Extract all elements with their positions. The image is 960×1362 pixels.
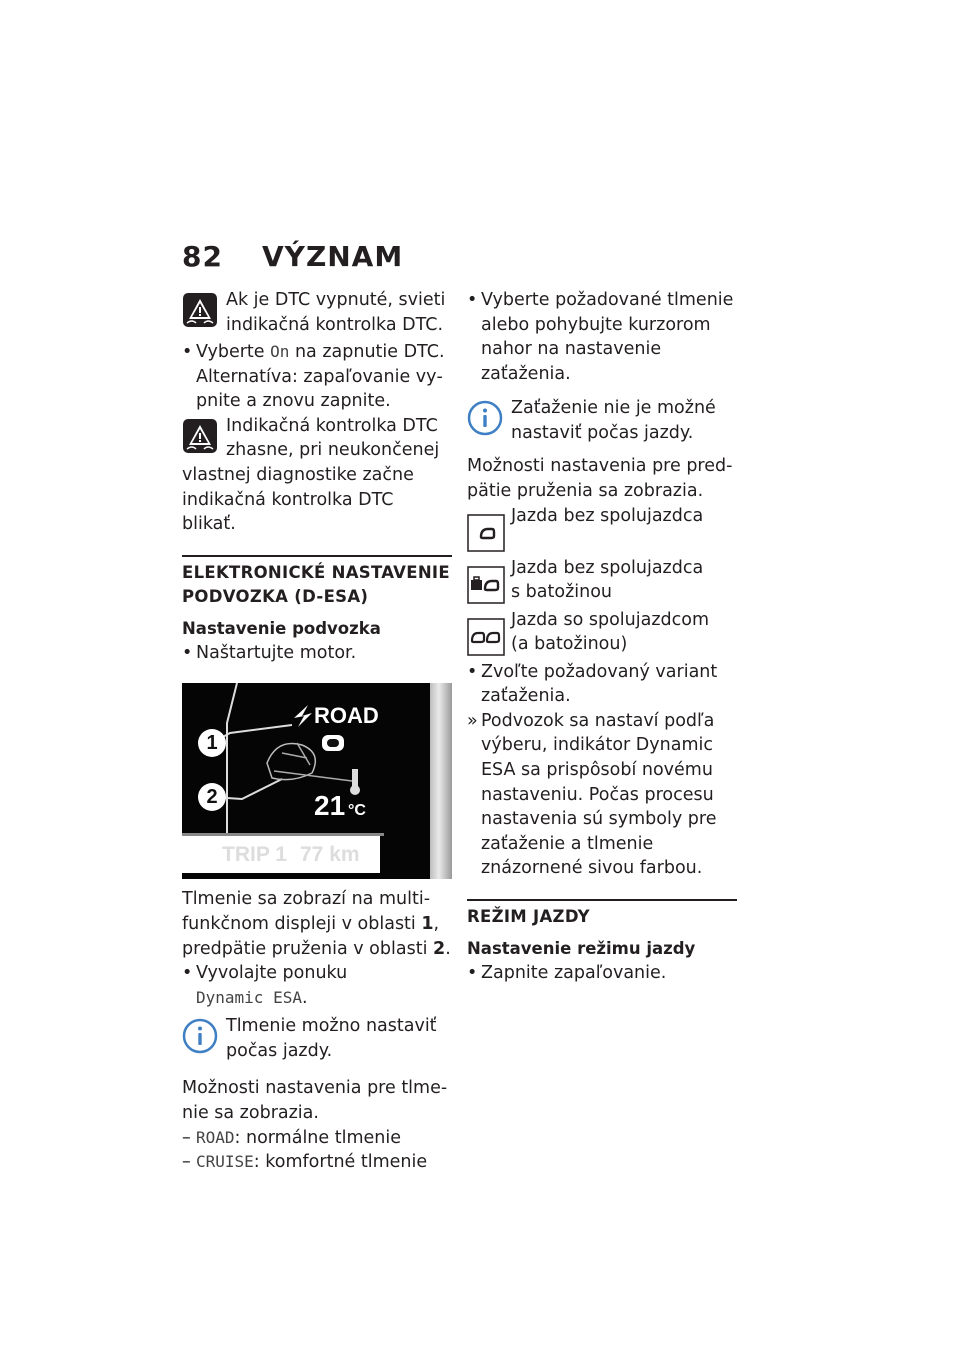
info-note-damping: [182, 1014, 452, 1066]
display-mode-road: ROAD: [314, 703, 379, 729]
code-on: On: [270, 342, 290, 361]
callout-1: 1: [206, 732, 218, 755]
dtc-note-text: Ak je DTC vypnuté, svieti indikačná kontrolka DTC.: [226, 290, 446, 335]
dtc-warning-note: [182, 288, 452, 340]
display-temperature-unit: °C: [348, 802, 366, 820]
bullet-start-engine: • Naštartujte motor.: [182, 641, 452, 666]
info-icon: [182, 1018, 218, 1054]
code-dynamic-esa: Dynamic ESA: [196, 987, 302, 1007]
page-title: VÝZNAM: [262, 240, 404, 273]
bullet-select-on: • Vyberte On na zapnutie DTC. Alternatíva: zapaľovanie vypnite a znovu zapnite.: [182, 342, 445, 412]
right-column: [467, 288, 737, 986]
bullet-marker: •: [467, 290, 478, 310]
load-option-3-line-2: (a batožinou): [511, 634, 628, 655]
section-divider: [467, 899, 737, 901]
dtc-warning-icon: [182, 292, 218, 328]
result-marker: »: [467, 710, 478, 731]
bullet-ignition: • Zapnite zapaľovanie.: [467, 961, 737, 986]
bullet-select-damping: • Vyberte požadované tlmenie alebo pohybujte kurzorom nahor na nastavenie zaťaženia.: [467, 290, 734, 384]
dtc-off-note: [182, 414, 452, 463]
rider-only-icon: [467, 514, 505, 552]
subheading-chassis: Nastavenie podvozka: [182, 618, 381, 638]
bullet-marker: •: [182, 342, 193, 362]
page-number: 82: [182, 240, 223, 273]
rider-luggage-icon: [467, 566, 505, 604]
code-cruise: CRUISE: [196, 1152, 254, 1172]
bullet-marker: •: [467, 661, 478, 682]
load-option-rider-only: [467, 504, 737, 556]
bullet-marker: •: [182, 642, 193, 663]
dtc-off-line-1: Indikačná kontrolka DTC: [226, 415, 438, 436]
callout-2: 2: [206, 786, 218, 809]
load-option-rider-luggage: [467, 556, 737, 608]
info-note-load: [467, 396, 737, 448]
result-adjustment: » Podvozok sa nastaví podľa výberu, indikátor Dynamic ESA sa prispôsobí novému nastaveniu. Počas procesu nastavenia sú symboly pre zaťaženie a tlmenie znázornené sivou farbou.: [467, 710, 717, 879]
display-graphic: [182, 683, 452, 879]
load-option-passenger: [467, 608, 737, 660]
dashboard-display-image: [182, 683, 452, 879]
bullet-open-menu: • Vyvolajte ponuku Dynamic ESA.: [182, 963, 348, 1008]
dash-road: – ROAD: normálne tlmenie: [182, 1126, 452, 1151]
load-option-3-line-1: Jazda so spolujazdcom: [511, 609, 709, 630]
bullet-choose-load: • Zvoľte požadovaný variant zaťaženia.: [467, 661, 718, 707]
display-temperature: 21: [314, 790, 346, 822]
load-option-2-line-1: Jazda bez spolujazdca: [511, 557, 704, 578]
load-option-2-line-2: s batožinou: [511, 582, 613, 603]
dash-marker: –: [182, 1152, 191, 1173]
rider-passenger-icon: [467, 618, 505, 656]
subheading-riding-mode: Nastavenie režimu jazdy: [467, 938, 696, 958]
left-column: [182, 288, 452, 1175]
bullet-marker: •: [467, 962, 478, 983]
section-divider: [182, 555, 452, 557]
info-icon: [467, 400, 503, 436]
display-trip-value: 77 km: [300, 843, 360, 867]
code-road: ROAD: [196, 1127, 235, 1147]
para-damping-display: Tlmenie sa zobrazí na multifunkčnom displeji v oblasti 1, predpätie pruženia v oblasti 2.: [182, 889, 451, 959]
info-note-damping-text: Tlmenie možno nastaviť počas jazdy.: [226, 1016, 437, 1061]
section-title-desa: ELEKTRONICKÉ NASTAVENIE PODVOZKA (D-ESA): [182, 562, 450, 606]
section-title-riding-mode: REŽIM JAZDY: [467, 906, 590, 926]
para-preload-options: Možnosti nastavenia pre predpätie pruženia sa zobrazia.: [467, 456, 733, 501]
bullet-marker: •: [182, 963, 193, 984]
dtc-warning-icon: [182, 418, 218, 454]
load-option-1-text: Jazda bez spolujazdca: [511, 505, 704, 526]
dtc-off-line-2: zhasne, pri neukončenej: [226, 440, 440, 461]
dtc-off-continuation: vlastnej diagnostike začne indikačná kontrolka DTC blikať.: [182, 464, 414, 535]
info-note-load-text: Zaťaženie nie je možné nastaviť počas jazdy.: [511, 398, 716, 443]
dash-cruise: – CRUISE: komfortné tlmenie: [182, 1150, 452, 1175]
display-trip-label: TRIP 1: [222, 843, 287, 867]
para-damping-options: Možnosti nastavenia pre tlmenie sa zobrazia.: [182, 1078, 448, 1123]
dash-marker: –: [182, 1127, 191, 1148]
